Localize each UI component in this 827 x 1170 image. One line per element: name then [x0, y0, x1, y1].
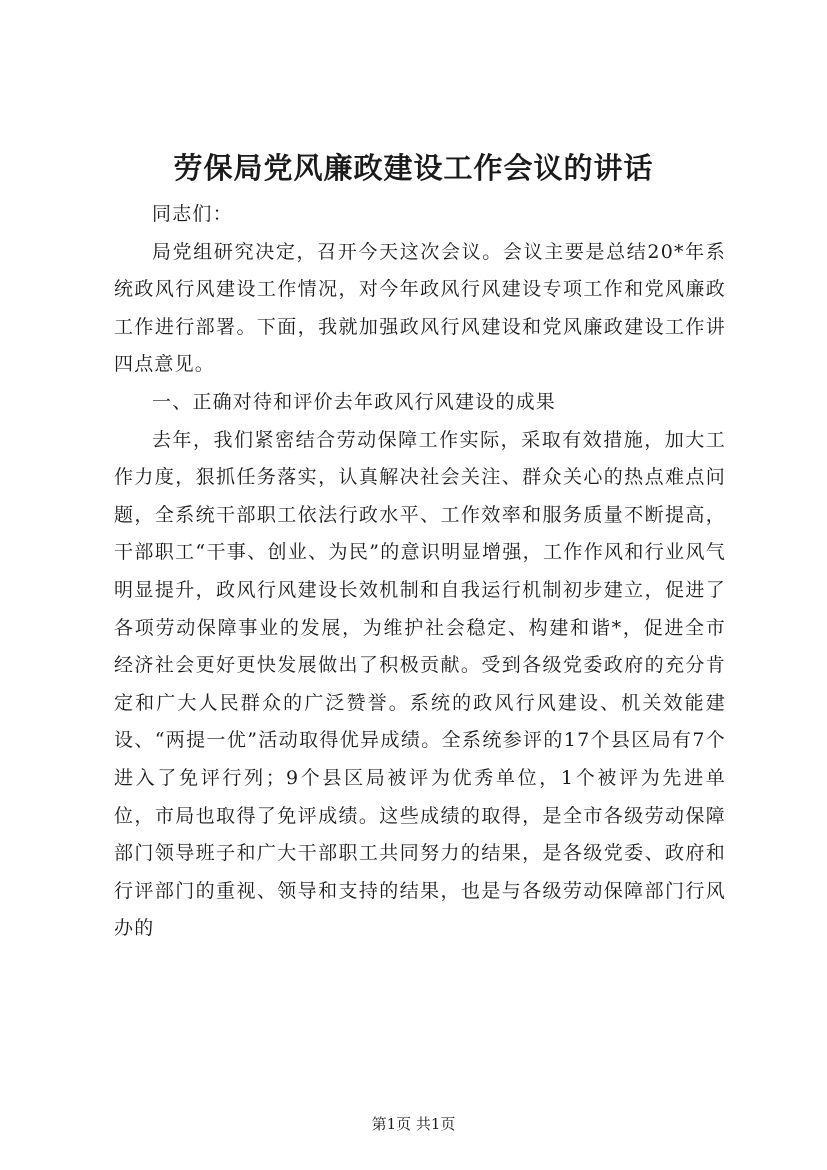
section-heading: 一、正确对待和评价去年政风行风建设的成果: [152, 390, 557, 413]
salutation-paragraph: 同志们：: [152, 203, 233, 225]
document-body: [114, 196, 726, 948]
document-title: 劳保局党风廉政建设工作会议的讲话: [173, 151, 654, 185]
intro-paragraph: 局党组研究决定，召开今天这次会议。会议主要是总结20*年系统政风行风建设工作情况，对今年政风行风建设专项工作和党风廉政工作进行部署。下面，我就加强政风行风建设和党风廉政建设工作讲四点意见。: [114, 240, 726, 376]
body-paragraph: 去年，我们紧密结合劳动保障工作实际，采取有效措施，加大工作力度，狠抓任务落实，认真解决社会关注、群众关心的热点难点问题，全系统干部职工依法行政水平、工作效率和服务质量不断提高，干部职工“干事、创业、为民”的意识明显增强，工作作风和行业风气明显提升，政风行风建设长效机制和自我运行机制初步建立，促进了各项劳动保障事业的发展，为维护社会稳定、构建和谐*，促进全市经济社会更好更快发展做出了积极贡献。受到各级党委政府的充分肯定和广大人民群众的广泛赞誉。系统的政风行风建设、机关效能建设、“两提一优”活动取得优异成绩。全系统参评的17个县区局有7个进入了免评行列；9个县区局被评为优秀单位，1个被评为先进单位，市局也取得了免评成绩。这些成绩的取得，是全市各级劳动保障部门领导班子和广大干部职工共同努力的结果，是各级党委、政府和行评部门的重视、领导和支持的结果，也是与各级劳动保障部门行风办的: [114, 428, 726, 940]
page-number-footer: 第1页 共1页: [371, 1115, 456, 1133]
